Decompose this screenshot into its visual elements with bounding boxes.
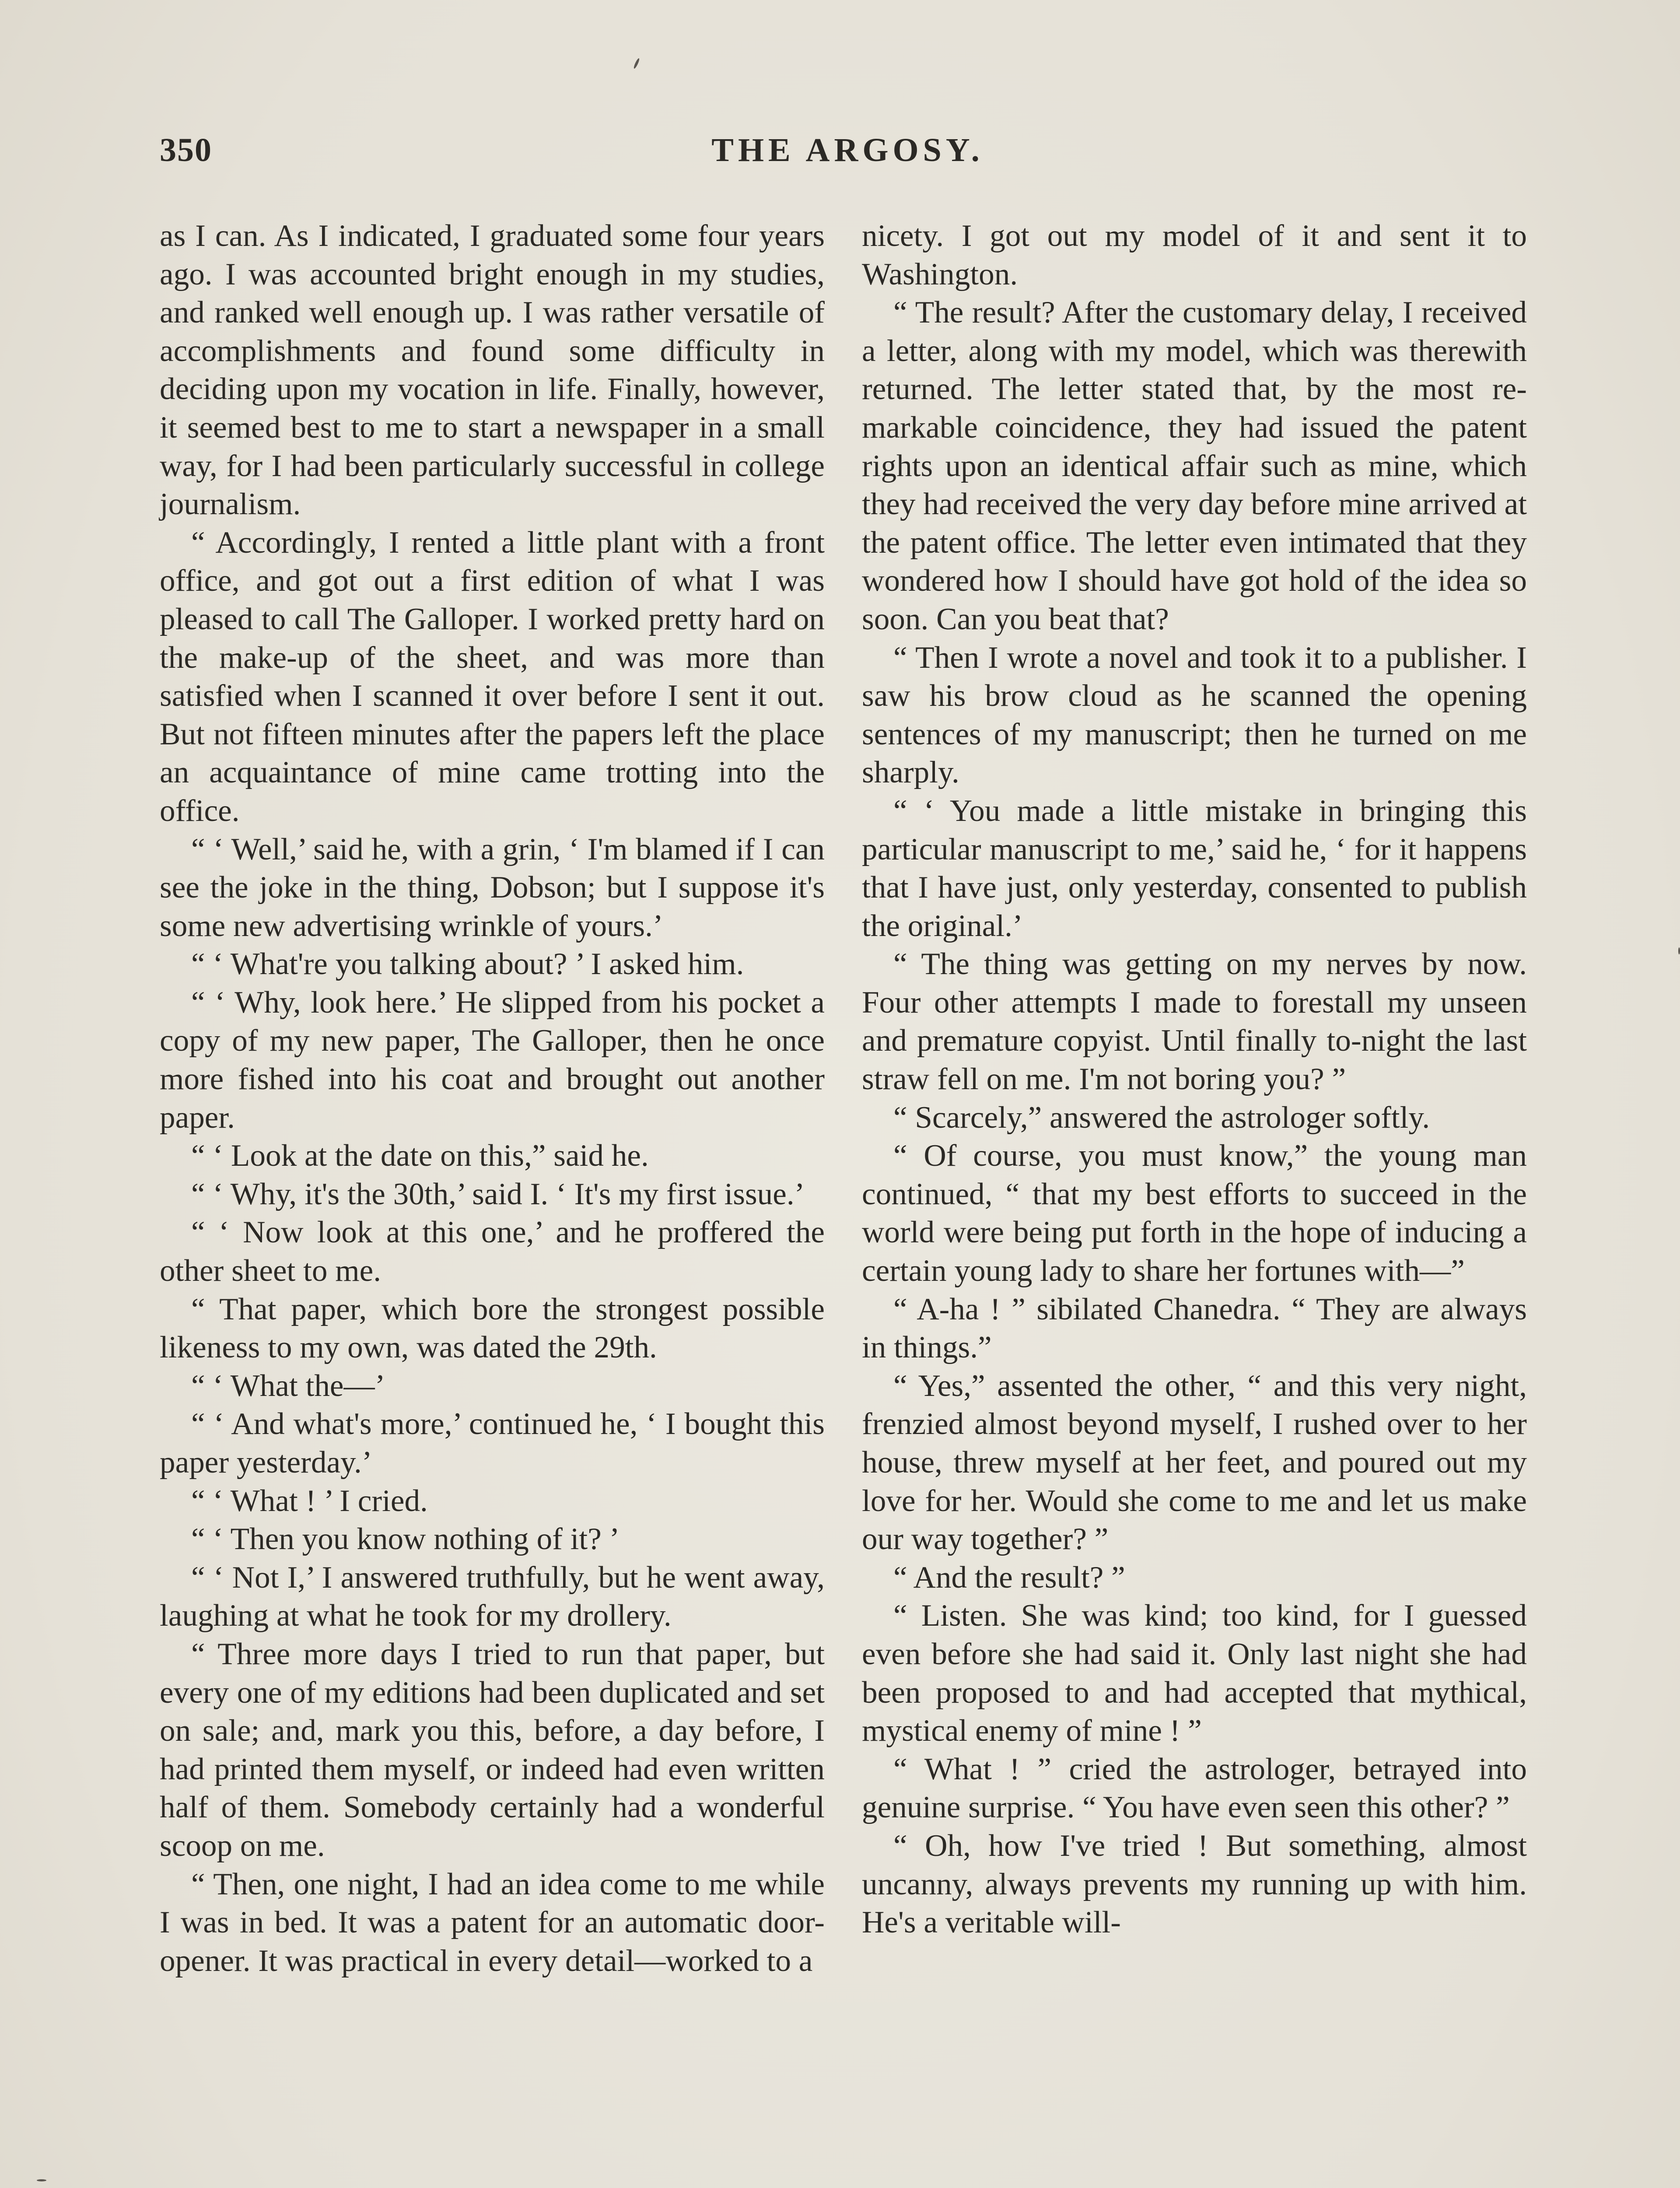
right-column bbox=[862, 217, 1527, 1942]
paragraph: “ And the result? ” bbox=[893, 1560, 1125, 1595]
paragraph: “ ‘ Then you know nothing of it? ’ bbox=[191, 1522, 620, 1557]
paragraph: “ Yes,” assented the other, “ and this very night, frenzied almost beyond myself, I rushed over to her house, threw myself at her feet, and poured out my love for her. Would she come to me and let us make our way together? ” bbox=[862, 1368, 1527, 1557]
paragraph: “ Oh, how I've tried ! But something, almost uncanny, always prevents my running up with him. He's a veritable will- bbox=[862, 1828, 1527, 1940]
paragraph: “ ‘ And what's more,’ continued he, ‘ I bought this paper yesterday.’ bbox=[160, 1407, 825, 1480]
paragraph: “ ‘ Why, it's the 30th,’ said I. ‘ It's my first issue.’ bbox=[191, 1177, 805, 1211]
paragraph: “ The thing was getting on my nerves by now. Four other attempts I made to forestall my unseen and premature copyist. Until finally to-night the last straw fell on me. I'm not boring you? ” bbox=[862, 947, 1527, 1097]
paragraph: “ ‘ Look at the date on this,” said he. bbox=[191, 1139, 649, 1173]
paragraph: “ A-ha ! ” sibilated Chanedra. “ They are always in things.” bbox=[862, 1292, 1527, 1365]
paragraph: “ ‘ Well,’ said he, with a grin, ‘ I'm blamed if I can see the joke in the thing, Dobson; but I suppose it's some new advertising wrinkle of yours.’ bbox=[160, 832, 825, 943]
paper-speck bbox=[1678, 947, 1680, 954]
page-header bbox=[160, 131, 1536, 184]
paragraph: “ Three more days I tried to run that paper, but every one of my editions had been duplicated and set on sale; and, mark you this, before, a day before, I had printed them myself, or indeed had even written half of them. Somebody certainly had a wonderful scoop on me. bbox=[160, 1637, 825, 1863]
paragraph: “ The result? After the customary delay, I received a letter, along with my model, which was therewith returned. The letter stated that, by the most remarkable coincidence, they had issued the patent rights upon an identical affair such as mine, which they had received the very day before mine arrived at the patent office. The letter even intimated that they wondered how I should have got hold of the idea so soon. Can you beat that? bbox=[862, 295, 1527, 636]
running-title: THE ARGOSY. bbox=[711, 132, 984, 168]
paragraph: “ ‘ What ! ’ I cried. bbox=[191, 1483, 428, 1518]
paragraph: “ ‘ Why, look here.’ He slipped from his pocket a copy of my new paper, The Galloper, then he once more fished into his coat and brought out another paper. bbox=[160, 985, 825, 1135]
paragraph: “ What ! ” cried the astrologer, betrayed into genuine surprise. “ You have even seen this other? ” bbox=[862, 1752, 1527, 1825]
paragraph: “ ‘ Now look at this one,’ and he proffered the other sheet to me. bbox=[160, 1215, 825, 1288]
paragraph: “ ‘ You made a little mistake in bringing this particular manuscript to me,’ said he, ‘ for it happens that I have just, only yesterday, consented to publish the original.’ bbox=[862, 793, 1527, 943]
paper-speck bbox=[37, 2179, 46, 2181]
paper-speck bbox=[633, 58, 640, 69]
paragraph: “ ‘ What're you talking about? ’ I asked him. bbox=[191, 947, 744, 982]
paragraph: “ Then I wrote a novel and took it to a publisher. I saw his brow cloud as he scanned the opening sentences of my manuscript; then he turned on me sharply. bbox=[862, 640, 1527, 790]
page-number: 350 bbox=[160, 132, 212, 168]
paragraph: “ That paper, which bore the strongest possible likeness to my own, was dated the 29th. bbox=[160, 1292, 825, 1365]
left-column bbox=[160, 217, 825, 1980]
paragraph: “ ‘ Not I,’ I answered truthfully, but he went away, laughing at what he took for my drollery. bbox=[160, 1560, 825, 1633]
paragraph: as I can. As I indicated, I graduated some four years ago. I was accounted bright enough in my studies, and ranked well enough up. I was rather versatile of accomplishments and found some difficulty in deciding upon my vocation in life. Finally, however, it seemed best to me to start a newspaper in a small way, for I had been particularly successful in college journalism. bbox=[160, 219, 825, 522]
paragraph: “ Then, one night, I had an idea come to me while I was in bed. It was a patent for an automatic door-opener. It was practical in every detail—worked to a bbox=[160, 1867, 825, 1978]
paragraph: “ Listen. She was kind; too kind, for I guessed even before she had said it. Only last night she had been proposed to and had accepted that mythical, mystical enemy of mine ! ” bbox=[862, 1599, 1527, 1748]
paragraph: “ Accordingly, I rented a little plant with a front office, and got out a first edition of what I was pleased to call The Galloper. I worked pretty hard on the make-up of the sheet, and was more than satisfied when I scanned it over before I sent it out. But not fifteen minutes after the papers left the place an acquaintance of mine came trotting into the office. bbox=[160, 525, 825, 828]
paragraph: “ Scarcely,” answered the astrologer softly. bbox=[893, 1100, 1430, 1135]
paragraph: “ Of course, you must know,” the young man continued, “ that my best efforts to succeed in the world were being put forth in the hope of inducing a certain young lady to share her fortunes with—” bbox=[862, 1139, 1527, 1288]
paragraph: nicety. I got out my model of it and sent it to Washington. bbox=[862, 219, 1527, 291]
paragraph: “ ‘ What the—’ bbox=[191, 1368, 385, 1403]
